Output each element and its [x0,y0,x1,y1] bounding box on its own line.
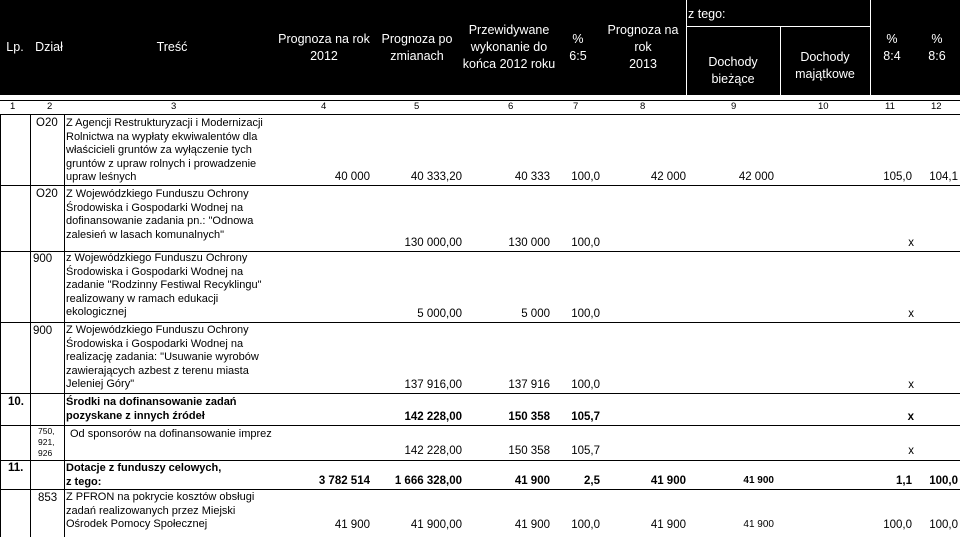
row-prognoza-po-zmianach: 142 228,00 [404,411,462,423]
row-pct-6-5: 100,0 [571,237,600,249]
row-pct-8-4: 105,0 [883,171,912,183]
col-number: 2 [47,101,53,112]
col-number: 10 [818,101,829,112]
row-pct-6-5: 100,0 [571,171,600,183]
row-pct-8-4: 100,0 [883,519,912,531]
row-tresc: Środki na dofinansowanie zadań pozyskane z innych źródeł [66,396,237,422]
row-przewidywane: 150 358 [508,445,550,457]
row-prognoza-2013: 41 900 [650,519,686,531]
row-prognoza-po-zmianach: 130 000,00 [404,237,462,249]
row-tresc: Z Wojewódzkiego Funduszu Ochrony Środowiska i Gospodarki Wodnej na dofinansowanie zadania pn.: "Odnowa zalesień w lasach komunalnych" [66,188,254,241]
row-tresc: Z Wojewódzkiego Funduszu Ochrony Środowiska i Gospodarki Wodnej na realizację zadania: "Usuwanie wyrobów zawierających azbest z terenu miasta Jeleniej Góry" [66,324,259,391]
row-pct-8-6: x [908,445,914,457]
row-pct-8-6: x [908,308,914,320]
row-pct-6-5: 100,0 [571,308,600,320]
table-header [0,0,960,95]
row-prognoza-2012: 41 900 [334,519,370,531]
col-number: 11 [885,101,895,112]
row-dzial: 900 [33,325,53,337]
row-tresc: Z PFRON na pokrycie kosztów obsługi zadań realizowanych przez Miejski Ośrodek Pomocy Społecznej [66,491,255,531]
row-przewidywane: 41 900 [514,475,550,487]
col-number: 9 [731,101,737,112]
row-tresc: Z Agencji Restrukturyzacji i Modernizacji Rolnictwa na wypłaty ekwiwalentów dla właścicieli gruntów za wyłączenie tych gruntów z upraw rolnych i prowadzenie upraw leśnych [66,117,263,184]
row-dochody-biezace: 42 000 [738,171,774,183]
row-prognoza-po-zmianach: 142 228,00 [404,445,462,457]
row-prognoza-2013: 42 000 [650,171,686,183]
row-tresc: Od sponsorów na dofinansowanie imprez [70,428,272,440]
row-przewidywane: 5 000 [521,308,550,320]
row-pct-8-6: x [908,379,914,391]
col-number: 6 [508,101,514,112]
row-prognoza-po-zmianach: 137 916,00 [404,379,462,391]
row-dzial: 750, 921, 926 [38,426,55,458]
col-number: 7 [573,101,579,112]
header-z-tego: z tego: [688,6,726,21]
row-dzial: O20 [36,188,58,200]
row-pct-6-5: 105,7 [571,445,600,457]
row-dzial: O20 [36,117,58,129]
row-pct-6-5: 100,0 [571,379,600,391]
row-prognoza-po-zmianach: 5 000,00 [417,308,462,320]
row-pct-8-4: 1,1 [896,475,912,487]
column-number-row [0,101,960,115]
header-przewidywane-wykonanie: Przewidywane wykonanie do końca 2012 roku [462,23,556,71]
row-prognoza-po-zmianach: 40 333,20 [410,171,462,183]
row-przewidywane: 40 333 [514,171,550,183]
row-przewidywane: 150 358 [508,411,550,423]
row-przewidywane: 41 900 [514,519,550,531]
col-number: 3 [171,101,177,112]
header-tresc: Treść [156,40,188,54]
col-number: 8 [640,101,646,112]
row-prognoza-po-zmianach: 41 900,00 [410,519,462,531]
row-lp: 10. [8,396,24,408]
row-pct-6-5: 100,0 [571,519,600,531]
row-pct-8-6: 100,0 [929,519,958,531]
row-pct-6-5: 105,7 [571,411,600,423]
row-pct-8-6: x [908,237,914,249]
row-dochody-biezace: 41 900 [743,475,774,486]
col-number: 1 [10,101,16,112]
row-tresc: z Wojewódzkiego Funduszu Ochrony Środowiska i Gospodarki Wodnej na zadanie "Rodzinny Festiwal Recyklingu" realizowany w ramach edukacji ekologicznej [66,252,262,319]
col-number: 12 [931,101,942,112]
row-pct-8-6: x [907,411,914,423]
header-pct-6-5: % 6:5 [569,31,587,63]
row-dzial: 900 [33,253,53,265]
header-prognoza-2012: Prognoza na rok 2012 [278,31,370,63]
row-przewidywane: 137 916 [508,379,550,391]
row-przewidywane: 130 000 [508,237,550,249]
col-number: 4 [321,101,327,112]
col-number: 5 [414,101,420,112]
header-pct-8-6: % 8:6 [928,31,946,63]
header-dzial: Dział [35,40,63,54]
row-pct-8-6: 104,1 [929,171,958,183]
row-prognoza-2013: 41 900 [650,475,686,487]
row-tresc: Dotacje z funduszy celowych, z tego: [66,462,222,488]
row-pct-6-5: 2,5 [584,475,600,487]
row-pct-8-6: 100,0 [929,475,958,487]
row-lp: 11. [8,462,24,474]
row-prognoza-po-zmianach: 1 666 328,00 [394,475,462,487]
row-prognoza-2012: 40 000 [334,171,370,183]
header-prognoza-2013: Prognoza na rok 2013 [607,23,679,71]
header-dochody-biezace: Dochody bieżące [708,55,758,86]
row-dzial: 853 [38,492,58,504]
header-pct-8-4: % 8:4 [883,31,901,63]
header-dochody-majatkowe: Dochody majątkowe [795,50,855,81]
header-prognoza-po-zmianach: Prognoza po zmianach [381,31,453,63]
header-lp: Lp. [6,40,24,54]
row-dochody-biezace: 41 900 [743,519,774,530]
row-prognoza-2012: 3 782 514 [318,475,370,487]
